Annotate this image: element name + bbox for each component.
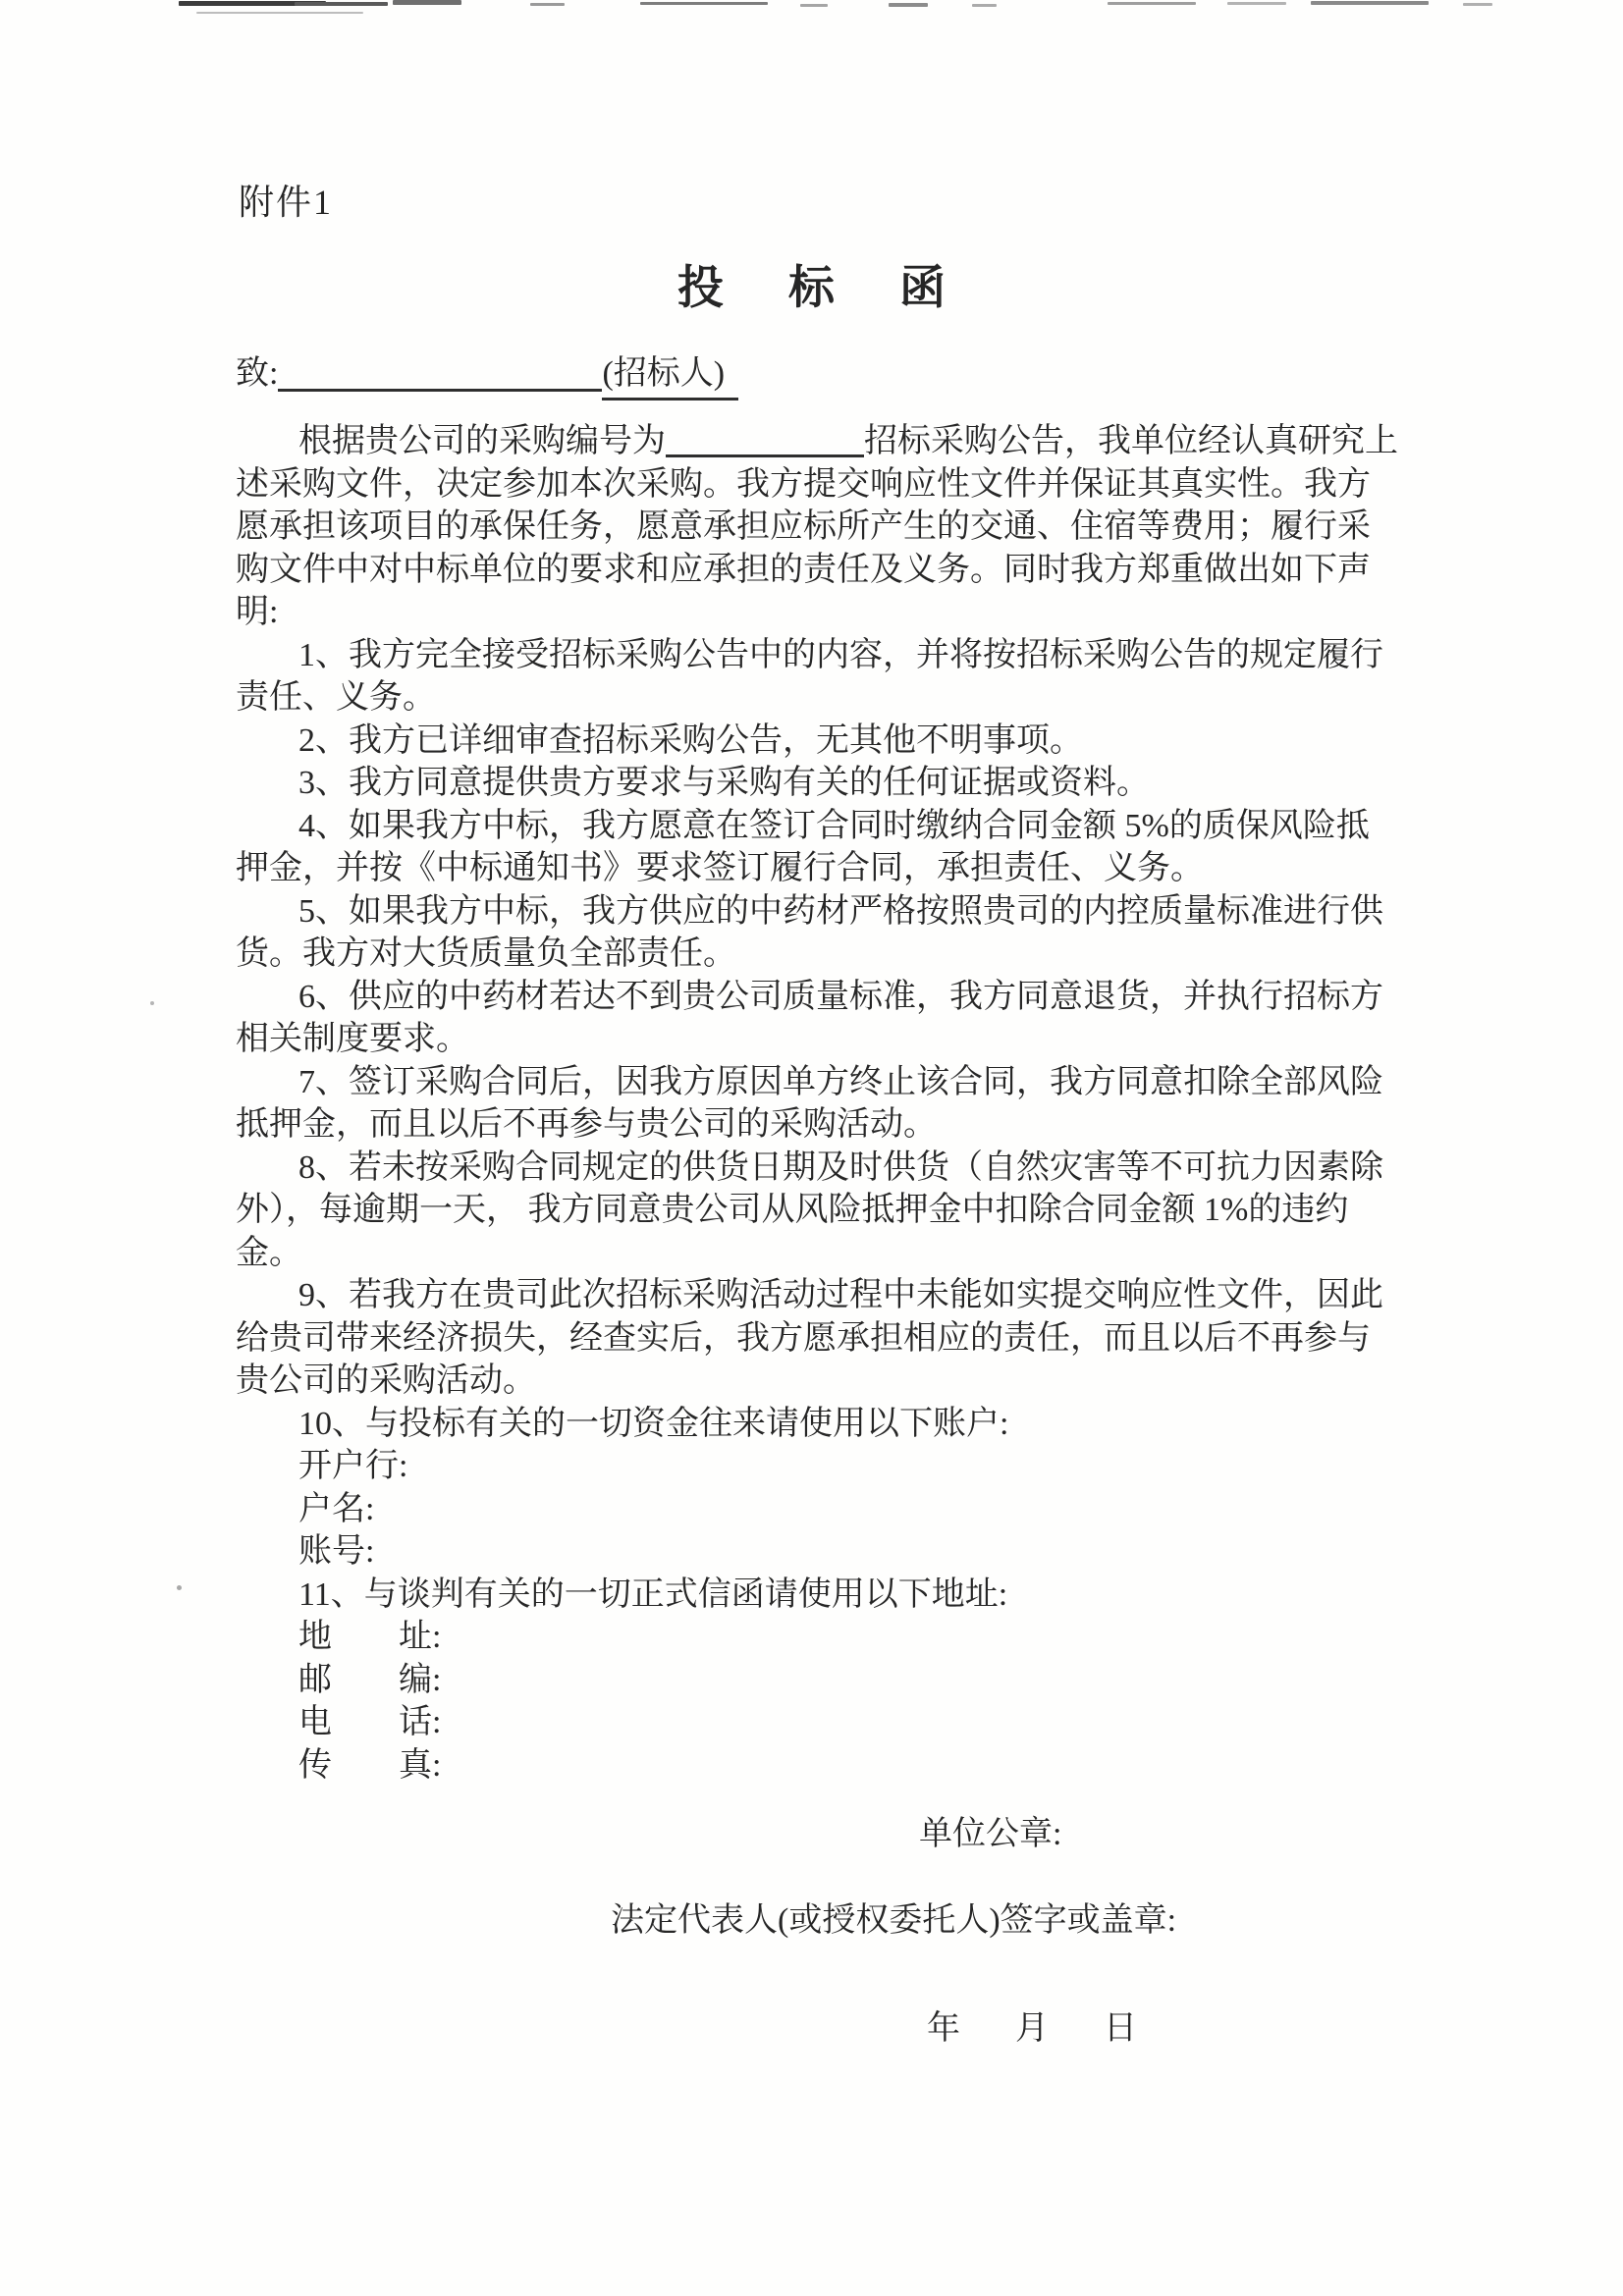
account-number-label: 账号:: [298, 1533, 375, 1570]
address-label: 地 址:: [298, 1619, 442, 1655]
scan-artifact: [640, 2, 768, 5]
scan-artifact: [295, 2, 388, 6]
body-line-clause-6: 6、供应的中药材若达不到贵公司质量标准，我方同意退货，并执行招标方: [298, 978, 1383, 1015]
body-line-clause-10: 10、与投标有关的一切资金往来请使用以下账户:: [298, 1405, 1009, 1442]
scan-artifact: [972, 4, 997, 7]
fax-label: 传 真:: [298, 1746, 442, 1784]
body-line: 述采购文件，决定参加本次采购。我方提交响应性文件并保证其真实性。我方: [236, 465, 1371, 503]
body-line: 贵公司的采购活动。: [236, 1362, 536, 1399]
intro-line: [236, 420, 1404, 463]
body-line-clause-3: 3、我方同意提供贵方要求与采购有关的任何证据或资料。: [298, 765, 1150, 801]
body-line: 愿承担该项目的承保任务，愿意承担应标所产生的交通、住宿等费用；履行采: [236, 508, 1371, 545]
company-seal-label: 单位公章:: [919, 1816, 1062, 1852]
scan-artifact: [150, 1001, 154, 1005]
body-line: 购文件中对中标单位的要求和应承担的责任及义务。同时我方郑重做出如下声: [236, 551, 1371, 588]
addressee-label: 致:: [236, 355, 279, 392]
bank-branch-label: 开户行:: [298, 1448, 408, 1484]
scan-artifact: [530, 3, 565, 6]
scan-artifact: [1463, 3, 1492, 6]
scan-artifact: [800, 4, 828, 7]
document-body: [236, 420, 1404, 1787]
body-line: 抵押金，而且以后不再参与贵公司的采购活动。: [236, 1106, 937, 1143]
body-line: 责任、义务。: [236, 679, 436, 716]
body-line: 货。我方对大货质量负全部责任。: [236, 935, 736, 972]
account-name-label: 户名:: [298, 1490, 375, 1527]
body-line: 押金，并按《中标通知书》要求签订履行合同，承担责任、义务。: [236, 850, 1204, 886]
document-title: 投标函: [677, 263, 1010, 314]
body-line-clause-8: 8、若未按采购合同规定的供货日期及时供货（自然灾害等不可抗力因素除: [298, 1148, 1383, 1186]
body-line: 明:: [236, 594, 279, 630]
legal-representative-signature-label: 法定代表人(或授权委托人)签字或盖章:: [611, 1902, 1177, 1939]
body-line: 外），每逾期一天， 我方同意贵公司从风险抵押金中扣除合同金额 1%的违约: [236, 1192, 1349, 1228]
intro-suffix: 招标采购公告，我单位经认真研究上: [864, 423, 1398, 459]
phone-label: 电 话:: [298, 1704, 442, 1740]
addressee-blank: [278, 355, 602, 392]
tender-number-blank: [666, 421, 864, 457]
body-line-clause-2: 2、我方已详细审查招标采购公告，无其他不明事项。: [298, 721, 1083, 759]
scan-artifact: [196, 12, 363, 14]
body-line: 相关制度要求。: [236, 1021, 469, 1057]
body-line-clause-7: 7、签订采购合同后，因我方原因单方终止该合同，我方同意扣除全部风险: [298, 1063, 1383, 1100]
intro-prefix: 根据贵公司的采购编号为: [298, 423, 666, 459]
scan-artifact: [393, 0, 461, 5]
body-line-clause-1: 1、我方完全接受招标采购公告中的内容，并将按招标采购公告的规定履行: [298, 636, 1383, 673]
addressee-line: [236, 346, 738, 400]
body-line-clause-9: 9、若我方在贵司此次招标采购活动过程中未能如实提交响应性文件，因此: [298, 1277, 1383, 1313]
body-line-clause-5: 5、如果我方中标，我方供应的中药材严格按照贵司的内控质量标准进行供: [298, 892, 1383, 930]
body-line: 给贵司带来经济损失，经查实后，我方愿承担相应的责任，而且以后不再参与: [236, 1319, 1371, 1357]
scan-artifact: [1108, 2, 1196, 5]
body-line-clause-4: 4、如果我方中标，我方愿意在签订合同时缴纳合同金额 5%的质保风险抵: [298, 807, 1370, 844]
addressee-suffix: (招标人): [602, 346, 738, 400]
scan-artifact: [1311, 1, 1429, 5]
attachment-label: 附件1: [239, 183, 334, 222]
body-line-clause-11: 11、与谈判有关的一切正式信函请使用以下地址:: [298, 1575, 1008, 1613]
body-line: 金。: [236, 1234, 302, 1271]
scan-artifact: [177, 1585, 182, 1590]
postcode-label: 邮 编:: [298, 1661, 442, 1698]
date-label: 年月日: [927, 2010, 1192, 2047]
scan-artifact: [889, 3, 928, 7]
scan-artifact: [1227, 2, 1286, 5]
